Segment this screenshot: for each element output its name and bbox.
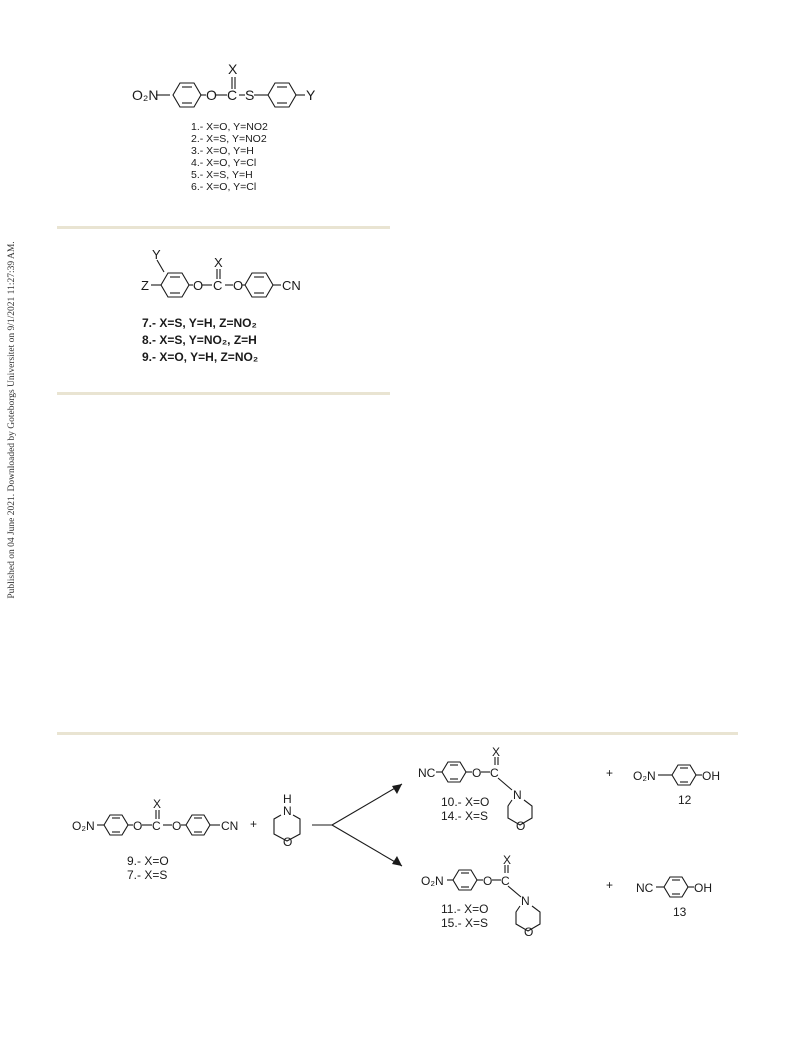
- compound-7: 7.- X=S, Y=H, Z=NO₂: [142, 316, 257, 330]
- benzene-ring-icon: [245, 273, 273, 297]
- x-label: X: [214, 255, 223, 270]
- product-a-o-label: O: [472, 766, 482, 780]
- product-name-14: 14.- X=S: [441, 809, 489, 823]
- reactant-o2-label: O: [172, 819, 182, 833]
- benzene-ring-icon: [104, 815, 128, 835]
- phenol-13-structure: [656, 877, 694, 897]
- phenol-12-structure: [658, 765, 702, 785]
- ether-o-label: O: [206, 87, 217, 103]
- product-b-no2-label: O₂N: [421, 874, 444, 888]
- compound-8: 8.- X=S, Y=NO₂, Z=H: [142, 333, 257, 347]
- product-name-11: 11.- X=O: [441, 902, 489, 916]
- reactant-o1-label: O: [133, 819, 143, 833]
- benzene-ring-icon: [664, 877, 688, 897]
- product-name-10: 10.- X=O: [441, 795, 490, 809]
- sulfur-label: S: [245, 87, 255, 103]
- cn-label: CN: [282, 278, 301, 293]
- product-name-15: 15.- X=S: [441, 916, 489, 930]
- plus-sign: +: [606, 766, 614, 780]
- compound-4: 4.- X=O, Y=Cl: [191, 157, 257, 169]
- compound-13-number: 13: [673, 905, 687, 919]
- no2-label: O₂N: [132, 87, 159, 103]
- download-notice-text: Published on 04 June 2021. Downloaded by Goteborgs Universitet on 9/1/2021 11:27:39 AM.: [7, 241, 17, 599]
- product-a-x-label: X: [492, 745, 501, 759]
- plus-sign: +: [606, 878, 614, 892]
- reactant-name-9: 9.- X=O: [127, 854, 169, 868]
- product-b-morph-o-label: O: [524, 925, 534, 939]
- benzene-ring-icon: [442, 762, 466, 782]
- benzene-ring-icon: [672, 765, 696, 785]
- benzene-ring-icon: [161, 273, 189, 297]
- compound-2: 2.- X=S, Y=NO2: [191, 133, 267, 145]
- reactant-x-label: X: [153, 797, 162, 811]
- benzene-ring-icon: [453, 870, 477, 890]
- reactant-name-7: 7.- X=S: [127, 868, 168, 882]
- compound-3: 3.- X=O, Y=H: [191, 145, 254, 157]
- product-b-n-label: N: [521, 894, 530, 908]
- compound-12-number: 12: [678, 793, 692, 807]
- y-label: Y: [306, 87, 316, 103]
- product-b-x-label: X: [503, 853, 512, 867]
- product-a-morph-o-label: O: [516, 819, 526, 833]
- benzene-ring-icon: [268, 83, 296, 107]
- product-b-c-label: C: [501, 874, 510, 888]
- morpholine-o-label: O: [283, 835, 293, 849]
- morpholine-n-label: N: [283, 804, 292, 818]
- product-b-o-label: O: [483, 874, 493, 888]
- compound-5: 5.- X=S, Y=H: [191, 169, 253, 181]
- compound-9: 9.- X=O, Y=H, Z=NO₂: [142, 350, 259, 364]
- y-label: Y: [152, 247, 161, 262]
- benzene-ring-icon: [173, 83, 201, 107]
- carbon-label: C: [213, 278, 223, 293]
- reaction-arrows: [312, 784, 402, 866]
- reactant-no2-label: O₂N: [72, 819, 95, 833]
- reactant-cn-label: CN: [221, 819, 239, 833]
- product-a-n-label: N: [513, 788, 522, 802]
- phenol-12-oh-label: OH: [702, 769, 720, 783]
- carbon-label: C: [227, 87, 238, 103]
- compound-6: 6.- X=O, Y=Cl: [191, 181, 257, 193]
- phenol-13-oh-label: OH: [694, 881, 712, 895]
- x-label: X: [228, 61, 238, 77]
- z-label: Z: [141, 278, 149, 293]
- morpholine-h-label: H: [283, 792, 292, 806]
- ether-o-label: O: [193, 278, 204, 293]
- plus-sign: +: [250, 817, 258, 831]
- product-a-nc-label: NC: [418, 766, 436, 780]
- phenol-13-nc-label: NC: [636, 881, 654, 895]
- compound-1: 1.- X=O, Y=NO2: [191, 121, 268, 133]
- benzene-ring-icon: [186, 815, 210, 835]
- phenol-12-no2-label: O₂N: [633, 769, 656, 783]
- ether-o2-label: O: [233, 278, 244, 293]
- reactant-c-label: C: [152, 819, 161, 833]
- product-a-c-label: C: [490, 766, 499, 780]
